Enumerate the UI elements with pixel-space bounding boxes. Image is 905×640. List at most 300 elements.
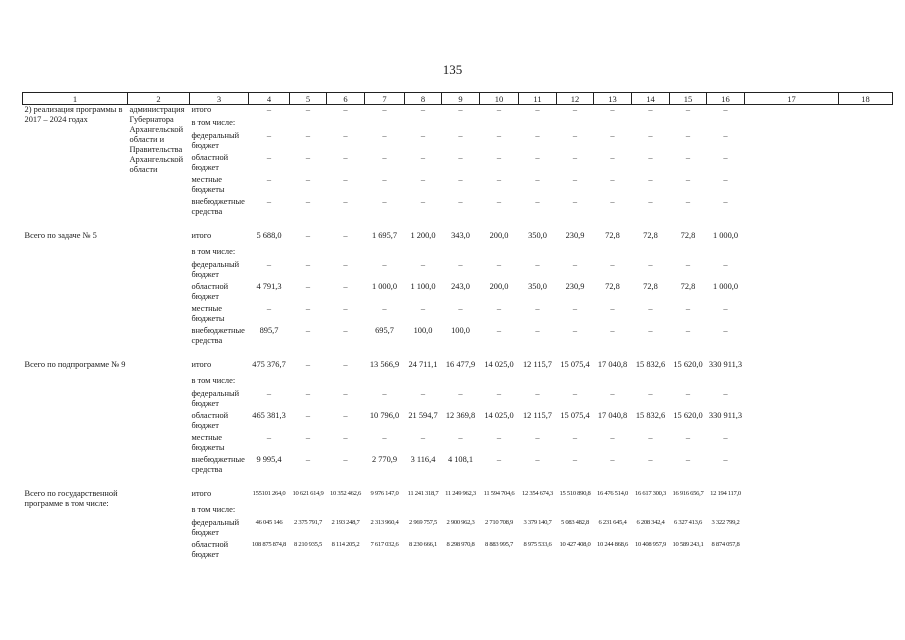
amount-cell: – <box>305 230 311 240</box>
amount-cell: – <box>496 388 502 398</box>
budget-table <box>22 92 893 562</box>
amount-cell: – <box>685 152 691 162</box>
amount-cell: 4 791,3 <box>256 281 282 291</box>
amount-cell: – <box>420 105 426 114</box>
amount-cell: – <box>266 174 272 184</box>
amount-cell: – <box>343 281 348 291</box>
amount-cell: 12 115,7 <box>522 359 552 369</box>
amount-cell: – <box>648 196 653 206</box>
amount-cell <box>839 540 893 562</box>
amount-cell: 8 210 935,5 <box>293 540 323 548</box>
funding-source-label: федеральный бюджет <box>191 517 240 537</box>
amount-cell: 6 208 342,4 <box>636 518 665 526</box>
amount-cell <box>327 376 365 389</box>
amount-cell: – <box>648 105 653 114</box>
amount-cell: – <box>343 174 348 184</box>
amount-cell: 2 710 708,9 <box>484 518 514 526</box>
amount-cell <box>839 304 893 326</box>
amount-cell: 17 040,8 <box>597 359 628 369</box>
amount-cell <box>839 282 893 304</box>
amount-cell: – <box>572 454 578 464</box>
amount-cell: – <box>572 303 578 313</box>
amount-cell: – <box>343 388 348 398</box>
amount-cell: 1 200,0 <box>410 230 436 240</box>
amount-cell: 8 883 995,7 <box>484 540 514 548</box>
amount-cell: – <box>535 388 540 398</box>
amount-cell: – <box>458 105 463 114</box>
amount-cell <box>745 540 839 562</box>
amount-cell: – <box>723 196 728 206</box>
amount-cell <box>707 376 745 389</box>
amount-cell: 1 100,0 <box>410 281 436 291</box>
amount-cell <box>670 376 707 389</box>
amount-cell: 230,9 <box>565 281 585 291</box>
amount-cell: – <box>305 196 311 206</box>
amount-cell: – <box>458 174 463 184</box>
amount-cell: – <box>610 388 615 398</box>
amount-cell <box>442 376 480 389</box>
amount-cell <box>557 376 594 389</box>
amount-cell: 72,8 <box>605 281 620 291</box>
amount-cell <box>480 376 519 389</box>
amount-cell: – <box>382 432 387 442</box>
amount-cell <box>745 131 839 153</box>
amount-cell: 17 040,8 <box>597 410 628 420</box>
executor: администрация Губернатора Архангельской области и Правительства Архангельской области <box>129 105 185 174</box>
amount-cell: 350,0 <box>528 230 547 240</box>
amount-cell: – <box>382 152 387 162</box>
amount-cell: 8 230 666,1 <box>408 540 438 548</box>
amount-cell: – <box>382 388 387 398</box>
amount-cell: 330 911,3 <box>708 359 743 369</box>
amount-cell: – <box>343 432 348 442</box>
amount-cell <box>632 376 670 389</box>
amount-cell <box>839 433 893 455</box>
amount-cell: – <box>572 105 578 114</box>
amount-cell: – <box>685 303 691 313</box>
amount-cell: 13 566,9 <box>369 359 400 369</box>
column-number-7: 7 <box>365 93 405 105</box>
amount-cell <box>745 197 839 219</box>
amount-cell <box>707 247 745 260</box>
amount-cell: – <box>723 303 728 313</box>
amount-cell: 12 354 674,3 <box>521 489 554 497</box>
amount-cell: – <box>458 196 463 206</box>
amount-cell: – <box>305 359 311 369</box>
amount-cell: – <box>685 259 691 269</box>
table-row <box>23 219 893 247</box>
amount-cell: – <box>496 325 502 335</box>
amount-cell <box>839 477 893 505</box>
amount-cell: 1 695,7 <box>371 230 398 240</box>
amount-cell <box>670 505 707 518</box>
amount-cell <box>327 247 365 260</box>
amount-cell <box>290 376 327 389</box>
amount-cell: 5 688,0 <box>256 230 282 240</box>
amount-cell: – <box>343 325 348 335</box>
amount-cell: – <box>648 174 653 184</box>
amount-cell: – <box>305 432 311 442</box>
amount-cell: – <box>648 325 653 335</box>
funding-source-label: местные бюджеты <box>191 174 225 194</box>
amount-cell: – <box>685 454 691 464</box>
section-title: Всего по государственной программе в том числе: <box>24 488 118 508</box>
amount-cell <box>365 376 405 389</box>
amount-cell <box>745 260 839 282</box>
amount-cell <box>745 389 839 411</box>
amount-cell: – <box>420 152 426 162</box>
amount-cell: 2 900 962,3 <box>446 518 475 526</box>
amount-cell: 1 000,0 <box>712 230 739 240</box>
amount-cell: 155101 264,0 <box>252 489 286 497</box>
funding-source-label: местные бюджеты <box>191 303 225 323</box>
funding-source-label: местные бюджеты <box>191 432 225 452</box>
amount-cell: 1 000,0 <box>371 281 398 291</box>
amount-cell: – <box>535 174 540 184</box>
amount-cell <box>557 505 594 518</box>
amount-cell <box>745 282 839 304</box>
section-title: Всего по задаче № 5 <box>24 230 97 240</box>
executor <box>128 477 190 562</box>
amount-cell: – <box>648 130 653 140</box>
amount-cell: – <box>572 388 578 398</box>
amount-cell: 8 114 205,2 <box>331 540 360 548</box>
amount-cell: – <box>685 130 691 140</box>
amount-cell: 10 427 408,0 <box>559 540 591 548</box>
amount-cell: 2 770,9 <box>371 454 398 464</box>
amount-cell: – <box>420 388 426 398</box>
amount-cell <box>670 247 707 260</box>
amount-cell <box>405 118 442 131</box>
amount-cell: – <box>382 105 387 114</box>
amount-cell: 10 352 462,6 <box>329 489 362 497</box>
amount-cell: 3 322 799,2 <box>711 518 740 526</box>
amount-cell <box>745 118 839 131</box>
funding-source-label: областной бюджет <box>191 410 229 430</box>
funding-source-label: внебюджетные средства <box>191 325 245 345</box>
amount-cell: – <box>572 174 578 184</box>
table-row <box>23 105 893 118</box>
column-number-5: 5 <box>290 93 327 105</box>
amount-cell: 9 995,4 <box>256 454 282 464</box>
amount-cell <box>480 505 519 518</box>
amount-cell <box>327 118 365 131</box>
amount-cell <box>632 118 670 131</box>
column-number-8: 8 <box>405 93 442 105</box>
amount-cell <box>745 247 839 260</box>
amount-cell: – <box>496 196 502 206</box>
amount-cell: – <box>343 410 348 420</box>
amount-cell: – <box>572 432 578 442</box>
amount-cell <box>442 247 480 260</box>
table-row <box>23 348 893 376</box>
amount-cell: – <box>610 196 615 206</box>
amount-cell: 24 711,1 <box>408 359 438 369</box>
amount-cell: – <box>496 432 502 442</box>
column-number-4: 4 <box>249 93 290 105</box>
amount-cell <box>839 518 893 540</box>
amount-cell: 14 025,0 <box>484 410 514 420</box>
amount-cell: 2 969 757,5 <box>408 518 438 526</box>
funding-source-label: федеральный бюджет <box>191 259 240 279</box>
funding-source-label: внебюджетные средства <box>191 454 245 474</box>
amount-cell: – <box>685 325 691 335</box>
amount-cell: 5 083 482,8 <box>560 518 590 526</box>
amount-cell: – <box>648 388 653 398</box>
amount-cell: 8 298 970,8 <box>446 540 475 548</box>
amount-cell: – <box>496 152 502 162</box>
amount-cell <box>557 118 594 131</box>
amount-cell: – <box>572 130 578 140</box>
amount-cell: 21 594,7 <box>408 410 438 420</box>
amount-cell: – <box>305 152 311 162</box>
amount-cell <box>745 153 839 175</box>
amount-cell <box>632 505 670 518</box>
amount-cell: 15 620,0 <box>673 359 703 369</box>
amount-cell: 4 108,1 <box>447 454 474 464</box>
amount-cell <box>839 197 893 219</box>
funding-source-label: внебюджетные средства <box>191 196 245 216</box>
amount-cell: – <box>420 259 426 269</box>
amount-cell: – <box>685 196 691 206</box>
amount-cell: – <box>382 174 387 184</box>
amount-cell: 6 327 413,6 <box>673 518 703 526</box>
amount-cell: – <box>343 359 348 369</box>
amount-cell: 12 115,7 <box>522 410 552 420</box>
column-number-18: 18 <box>839 93 893 105</box>
amount-cell: – <box>420 174 426 184</box>
amount-cell <box>519 505 557 518</box>
amount-cell: – <box>648 259 653 269</box>
amount-cell: 12 194 117,0 <box>710 489 741 497</box>
amount-cell: 15 832,6 <box>635 359 666 369</box>
amount-cell: – <box>610 174 615 184</box>
amount-cell: 12 369,8 <box>445 410 476 420</box>
amount-cell: – <box>496 130 502 140</box>
executor <box>128 219 190 348</box>
amount-cell: 200,0 <box>489 281 509 291</box>
amount-cell: – <box>496 174 502 184</box>
amount-cell: – <box>305 303 311 313</box>
amount-cell: – <box>305 388 311 398</box>
amount-cell: – <box>535 130 540 140</box>
amount-cell: 16 617 300,3 <box>634 489 667 497</box>
amount-cell: 895,7 <box>259 325 279 335</box>
amount-cell: – <box>420 432 426 442</box>
amount-cell: 15 620,0 <box>673 410 703 420</box>
amount-cell <box>839 505 893 518</box>
amount-cell <box>405 505 442 518</box>
amount-cell: – <box>305 281 311 291</box>
amount-cell: – <box>420 196 426 206</box>
amount-cell: – <box>305 174 311 184</box>
amount-cell: 10 589 243,1 <box>672 540 704 548</box>
amount-cell: 72,8 <box>643 281 658 291</box>
amount-cell: – <box>305 325 311 335</box>
amount-cell <box>745 518 839 540</box>
column-number-3: 3 <box>190 93 249 105</box>
amount-cell <box>594 118 632 131</box>
amount-cell: – <box>723 388 728 398</box>
column-number-6: 6 <box>327 93 365 105</box>
amount-cell <box>594 505 632 518</box>
amount-cell: 695,7 <box>375 325 394 335</box>
amount-cell: – <box>305 105 311 114</box>
amount-cell: – <box>572 152 578 162</box>
amount-cell: – <box>458 130 463 140</box>
amount-cell: 7 617 032,6 <box>370 540 399 548</box>
amount-cell: – <box>535 432 540 442</box>
amount-cell: – <box>723 174 728 184</box>
amount-cell <box>839 260 893 282</box>
amount-cell <box>365 505 405 518</box>
amount-cell: 2 313 960,4 <box>370 518 399 526</box>
amount-cell: 10 621 614,9 <box>292 489 324 497</box>
amount-cell: – <box>723 432 728 442</box>
amount-cell <box>745 477 839 505</box>
amount-cell <box>839 247 893 260</box>
amount-cell: – <box>723 325 728 335</box>
amount-cell: – <box>535 325 540 335</box>
amount-cell: – <box>535 454 540 464</box>
amount-cell: 100,0 <box>451 325 470 335</box>
amount-cell <box>745 175 839 197</box>
amount-cell: – <box>343 152 348 162</box>
amount-cell: – <box>458 303 463 313</box>
funding-source-label: в том числе: <box>191 246 236 256</box>
column-number-17: 17 <box>745 93 839 105</box>
amount-cell: – <box>266 130 272 140</box>
funding-source-label: итого <box>191 488 212 498</box>
amount-cell <box>745 348 839 376</box>
amount-cell <box>670 118 707 131</box>
funding-source-label: в том числе: <box>191 117 236 127</box>
amount-cell: – <box>685 388 691 398</box>
amount-cell: – <box>535 105 540 114</box>
amount-cell: 8 874 057,8 <box>711 540 740 548</box>
column-number-12: 12 <box>557 93 594 105</box>
amount-cell: 10 244 868,6 <box>596 540 629 548</box>
column-number-11: 11 <box>519 93 557 105</box>
amount-cell: 72,8 <box>643 230 658 240</box>
amount-cell: 16 916 656,7 <box>672 489 704 497</box>
amount-cell: 72,8 <box>605 230 620 240</box>
column-number-2: 2 <box>128 93 190 105</box>
funding-source-label: итого <box>191 359 212 369</box>
amount-cell: – <box>343 259 348 269</box>
amount-cell: – <box>458 432 463 442</box>
amount-cell: – <box>535 303 540 313</box>
amount-cell <box>290 118 327 131</box>
funding-source-label: в том числе: <box>191 504 236 514</box>
amount-cell <box>745 376 839 389</box>
amount-cell: 10 408 957,9 <box>634 540 667 548</box>
amount-cell: – <box>535 259 540 269</box>
amount-cell: 15 075,4 <box>560 359 590 369</box>
funding-source-label: областной бюджет <box>191 539 229 559</box>
amount-cell <box>480 247 519 260</box>
page-number: 135 <box>442 62 463 77</box>
amount-cell: 108 875 874,8 <box>251 540 286 548</box>
amount-cell: 15 075,4 <box>560 410 590 420</box>
amount-cell <box>839 219 893 247</box>
amount-cell <box>839 455 893 477</box>
amount-cell <box>405 376 442 389</box>
amount-cell: 3 116,4 <box>410 454 436 464</box>
amount-cell: 100,0 <box>413 325 433 335</box>
column-number-9: 9 <box>442 93 480 105</box>
amount-cell: – <box>343 230 348 240</box>
column-number-15: 15 <box>670 93 707 105</box>
amount-cell: 11 594 704,6 <box>483 489 515 497</box>
column-number-14: 14 <box>632 93 670 105</box>
funding-source-label: областной бюджет <box>191 152 229 172</box>
section-title: Всего по подпрограмме № 9 <box>24 359 126 369</box>
amount-cell: – <box>572 325 578 335</box>
amount-cell <box>839 153 893 175</box>
amount-cell: – <box>535 152 540 162</box>
amount-cell <box>632 247 670 260</box>
amount-cell <box>405 247 442 260</box>
amount-cell: – <box>610 303 615 313</box>
amount-cell: – <box>648 432 653 442</box>
column-number-16: 16 <box>707 93 745 105</box>
amount-cell: 330 911,3 <box>708 410 743 420</box>
amount-cell <box>745 219 839 247</box>
column-number-row <box>23 93 893 105</box>
amount-cell: – <box>496 303 502 313</box>
amount-cell: – <box>266 152 272 162</box>
amount-cell: 16 476 514,0 <box>596 489 629 497</box>
amount-cell: 6 231 645,4 <box>598 518 627 526</box>
amount-cell: – <box>266 259 272 269</box>
amount-cell: – <box>343 454 348 464</box>
amount-cell <box>745 505 839 518</box>
amount-cell <box>745 105 839 118</box>
funding-source-label: в том числе: <box>191 375 236 385</box>
amount-cell <box>442 505 480 518</box>
amount-cell: 14 025,0 <box>484 359 514 369</box>
amount-cell: – <box>723 259 728 269</box>
amount-cell <box>365 118 405 131</box>
amount-cell: 10 796,0 <box>369 410 400 420</box>
amount-cell: – <box>610 325 615 335</box>
amount-cell: – <box>305 454 311 464</box>
amount-cell <box>519 118 557 131</box>
amount-cell <box>839 348 893 376</box>
amount-cell <box>839 131 893 153</box>
amount-cell: – <box>458 388 463 398</box>
amount-cell: – <box>458 259 463 269</box>
amount-cell: 343,0 <box>451 230 470 240</box>
funding-source-label: итого <box>191 105 212 114</box>
amount-cell <box>707 505 745 518</box>
amount-cell: 200,0 <box>489 230 509 240</box>
amount-cell: – <box>496 259 502 269</box>
amount-cell: – <box>343 196 348 206</box>
amount-cell: 15 832,6 <box>635 410 666 420</box>
amount-cell <box>839 376 893 389</box>
funding-source-label: федеральный бюджет <box>191 130 240 150</box>
amount-cell <box>519 247 557 260</box>
amount-cell <box>249 247 290 260</box>
amount-cell: 9 976 147,0 <box>370 489 399 497</box>
amount-cell <box>557 247 594 260</box>
amount-cell: 11 249 962,3 <box>445 489 476 497</box>
amount-cell: – <box>685 105 691 114</box>
amount-cell: – <box>610 259 615 269</box>
amount-cell: 3 379 140,7 <box>523 518 552 526</box>
